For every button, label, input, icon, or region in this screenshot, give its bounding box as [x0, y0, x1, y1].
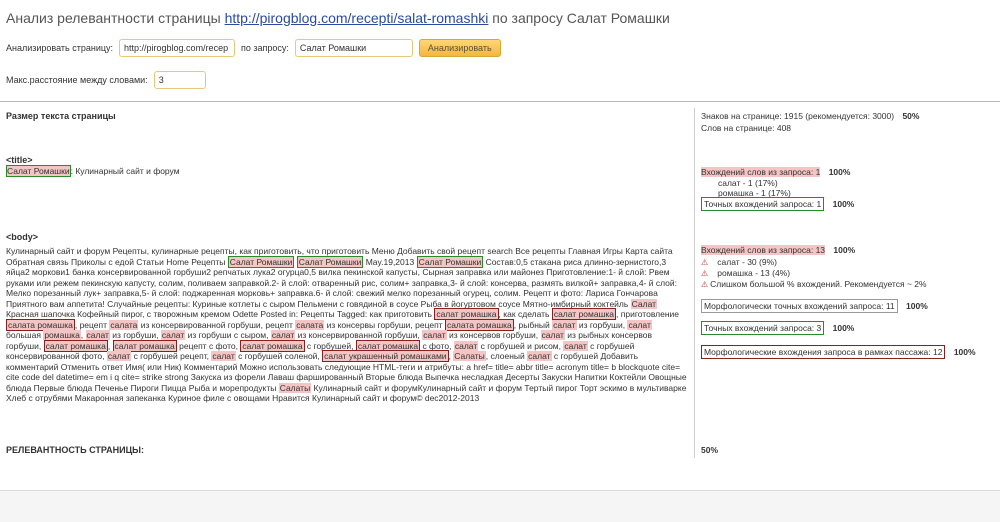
morph-exact-label: Морфологически точных вхождений запроса: 11 [701, 299, 898, 313]
page-title [6, 10, 670, 26]
footer-bar [0, 490, 1000, 522]
title-occ-pct: 100% [828, 167, 851, 177]
body-word2-text: ромашка - 13 (4%) [717, 268, 791, 278]
chars-count [701, 111, 919, 121]
body-content: Кулинарный сайт и форум Рецепты, кулинарные рецепты, как приготовить, что приготовить Меню Добавить свой рецепт search Все рецепты Главная Игры Карта сайта Обратная связь Приколы с едой Статьи Home Рецепты Салат Ромашки Салат Ромашки May.19,2013 Салат Ромашки Состав:0,5 стакана риса длинно-зернистого,3 яйца2 моркови1 банка консервированной горбуши2 репчатых лука2 огурца0,5 вилка пекинской капусты, Сырная заправка или майонез Приготовление:1- й слой: Рвем руками или режем пекинскую капусту, солим, поливаем заправкой.2- й слой: отваренный рис, солим+ заправка,3- й слой: консерва, размять вилкой+ заправка,4- й слой: Мелко порезанный лук+ заправка,5- й слой: поджаренная морковь+ заправка.6- й слой: свежий мелко порезанный огурец, солим. Рецепт и фото: Лариса Гончарова Приятного вам аппетита! Случайные рецепты: Куриные котлеты с сыром Пельмени с говядиной в соусе Рыба в йогуртовом соусе Мятно-имбирный коктейль Салат Красная шапочка Кофейный пирог, с творожным кремом Odette Posted in: Рецепты Tagged: как приготовить салат ромашка , как сделать салат ромашка , приготовление салата ромашка , рецепт салата из консервированной горбуши, рецепт салата из консервы горбуши, рецепт салата ромашка , рыбный салат из горбуши, салат большая ромашка, салат из горбуши, салат из горбуши с сыром, салат из консервированной горбуши, салат из консервов горбуши, салат из рыбных консервов горбуши, салат ромашка , салат ромашка рецепт с фото, салат ромашка с горбушей, салат ромашка с фото, салат с горбушей и рисом, салат с горбушей консервированной фото, салат с горбушей рецепт, салат с горбушей соленой, салат украшенный ромашками , Салаты, слоеный салат с горбушей Добавить комментарий Отменить ответ Имя( или Ник) Комментарий Можно использовать следующие HTML-теги и атрибуты: a href= title= abbr title= acronym title= b blockquote cite= cite code del datetime= em i q cite= strike strong Закуска из форели Лаваш фаршированный Вторые блюда Выпечка несладкая Десерты Закуски Напитки Коктейли Овощные блюда Первые блюда Печенье Пироги Пицца Рыба и морепродукты Салаты Кулинарный сайт и форумКулинарный сайт и форум Тертый пирог Торт эскимо в мультиварке Хлеб с отрубями Макаронная запеканка Куриное филе с овощами Нравится Кулинарный сайт и форум© dec2012-2013 [6, 246, 687, 403]
passage-pct: 100% [953, 347, 976, 357]
body-occurrences [701, 245, 855, 255]
title-exact-pct: 100% [832, 199, 855, 209]
morph-exact-pct: 100% [906, 301, 928, 311]
body-exact-pct: 100% [832, 323, 855, 333]
title-occurrences [701, 167, 850, 177]
passage-label: Морфологические вхождения запроса в рамках пассажа: 12 [701, 345, 945, 359]
warning-icon: ⚠ [701, 269, 709, 278]
body-tag-label: <body> [6, 232, 39, 242]
text-size-heading: Размер текста страницы [6, 111, 116, 121]
relevance-heading: РЕЛЕВАНТНОСТЬ СТРАНИЦЫ: [6, 445, 144, 455]
title-exact [701, 199, 854, 209]
body-exact [701, 323, 854, 333]
title-word1: салат - 1 (17%) [718, 178, 778, 188]
warning-icon: ⚠ [701, 258, 709, 267]
body-occ-pct: 100% [833, 245, 856, 255]
title-exact-label: Точных вхождений запроса: 1 [701, 197, 824, 211]
body-word2 [701, 268, 790, 278]
words-count: Слов на странице: 408 [701, 123, 792, 133]
analyzed-url-link[interactable]: http://pirogblog.com/recepti/salat-romashki [224, 10, 489, 26]
title-occ-label: Вхождений слов из запроса: 1 [701, 167, 821, 177]
relevance-value: 50% [701, 445, 719, 455]
body-word1-text: салат - 30 (9%) [717, 257, 777, 267]
body-occ-label: Вхождений слов из запроса: 13 [701, 245, 826, 255]
title-prefix: Анализ релевантности страницы [6, 10, 221, 26]
distance-label: Макс.расстояние между словами: [6, 75, 148, 85]
warning-icon: ⚠ [701, 280, 709, 289]
chars-pct: 50% [902, 111, 920, 121]
distance-form-row [6, 71, 206, 89]
divider [0, 101, 1000, 102]
analyze-form-row [6, 39, 501, 57]
query-label: по запросу: [241, 43, 289, 53]
title-query-hit: Салат Ромашки [7, 166, 70, 176]
page-label: Анализировать страницу: [6, 43, 114, 53]
column-divider [694, 108, 695, 458]
title-word2: ромашка - 1 (17%) [718, 188, 791, 198]
page-url-input[interactable] [119, 39, 235, 57]
body-word1 [701, 257, 777, 267]
distance-input[interactable] [154, 71, 206, 89]
title-rest: : Кулинарный сайт и форум [70, 166, 180, 176]
title-suffix: по запросу Салат Ромашки [492, 10, 670, 26]
query-input[interactable] [295, 39, 413, 57]
title-tag-label: <title> [6, 155, 33, 165]
body-exact-label: Точных вхождений запроса: 3 [701, 321, 824, 335]
body-morph-exact [701, 301, 928, 311]
body-passage [701, 347, 976, 357]
body-warning-text: Слишком большой % вхождений. Рекомендуется ~ 2% [710, 279, 927, 289]
body-warning [701, 279, 927, 289]
analyze-button[interactable]: Анализировать [419, 39, 501, 57]
chars-text: Знаков на странице: 1915 (рекомендуется: 3000) [701, 111, 895, 121]
title-content [6, 166, 180, 177]
